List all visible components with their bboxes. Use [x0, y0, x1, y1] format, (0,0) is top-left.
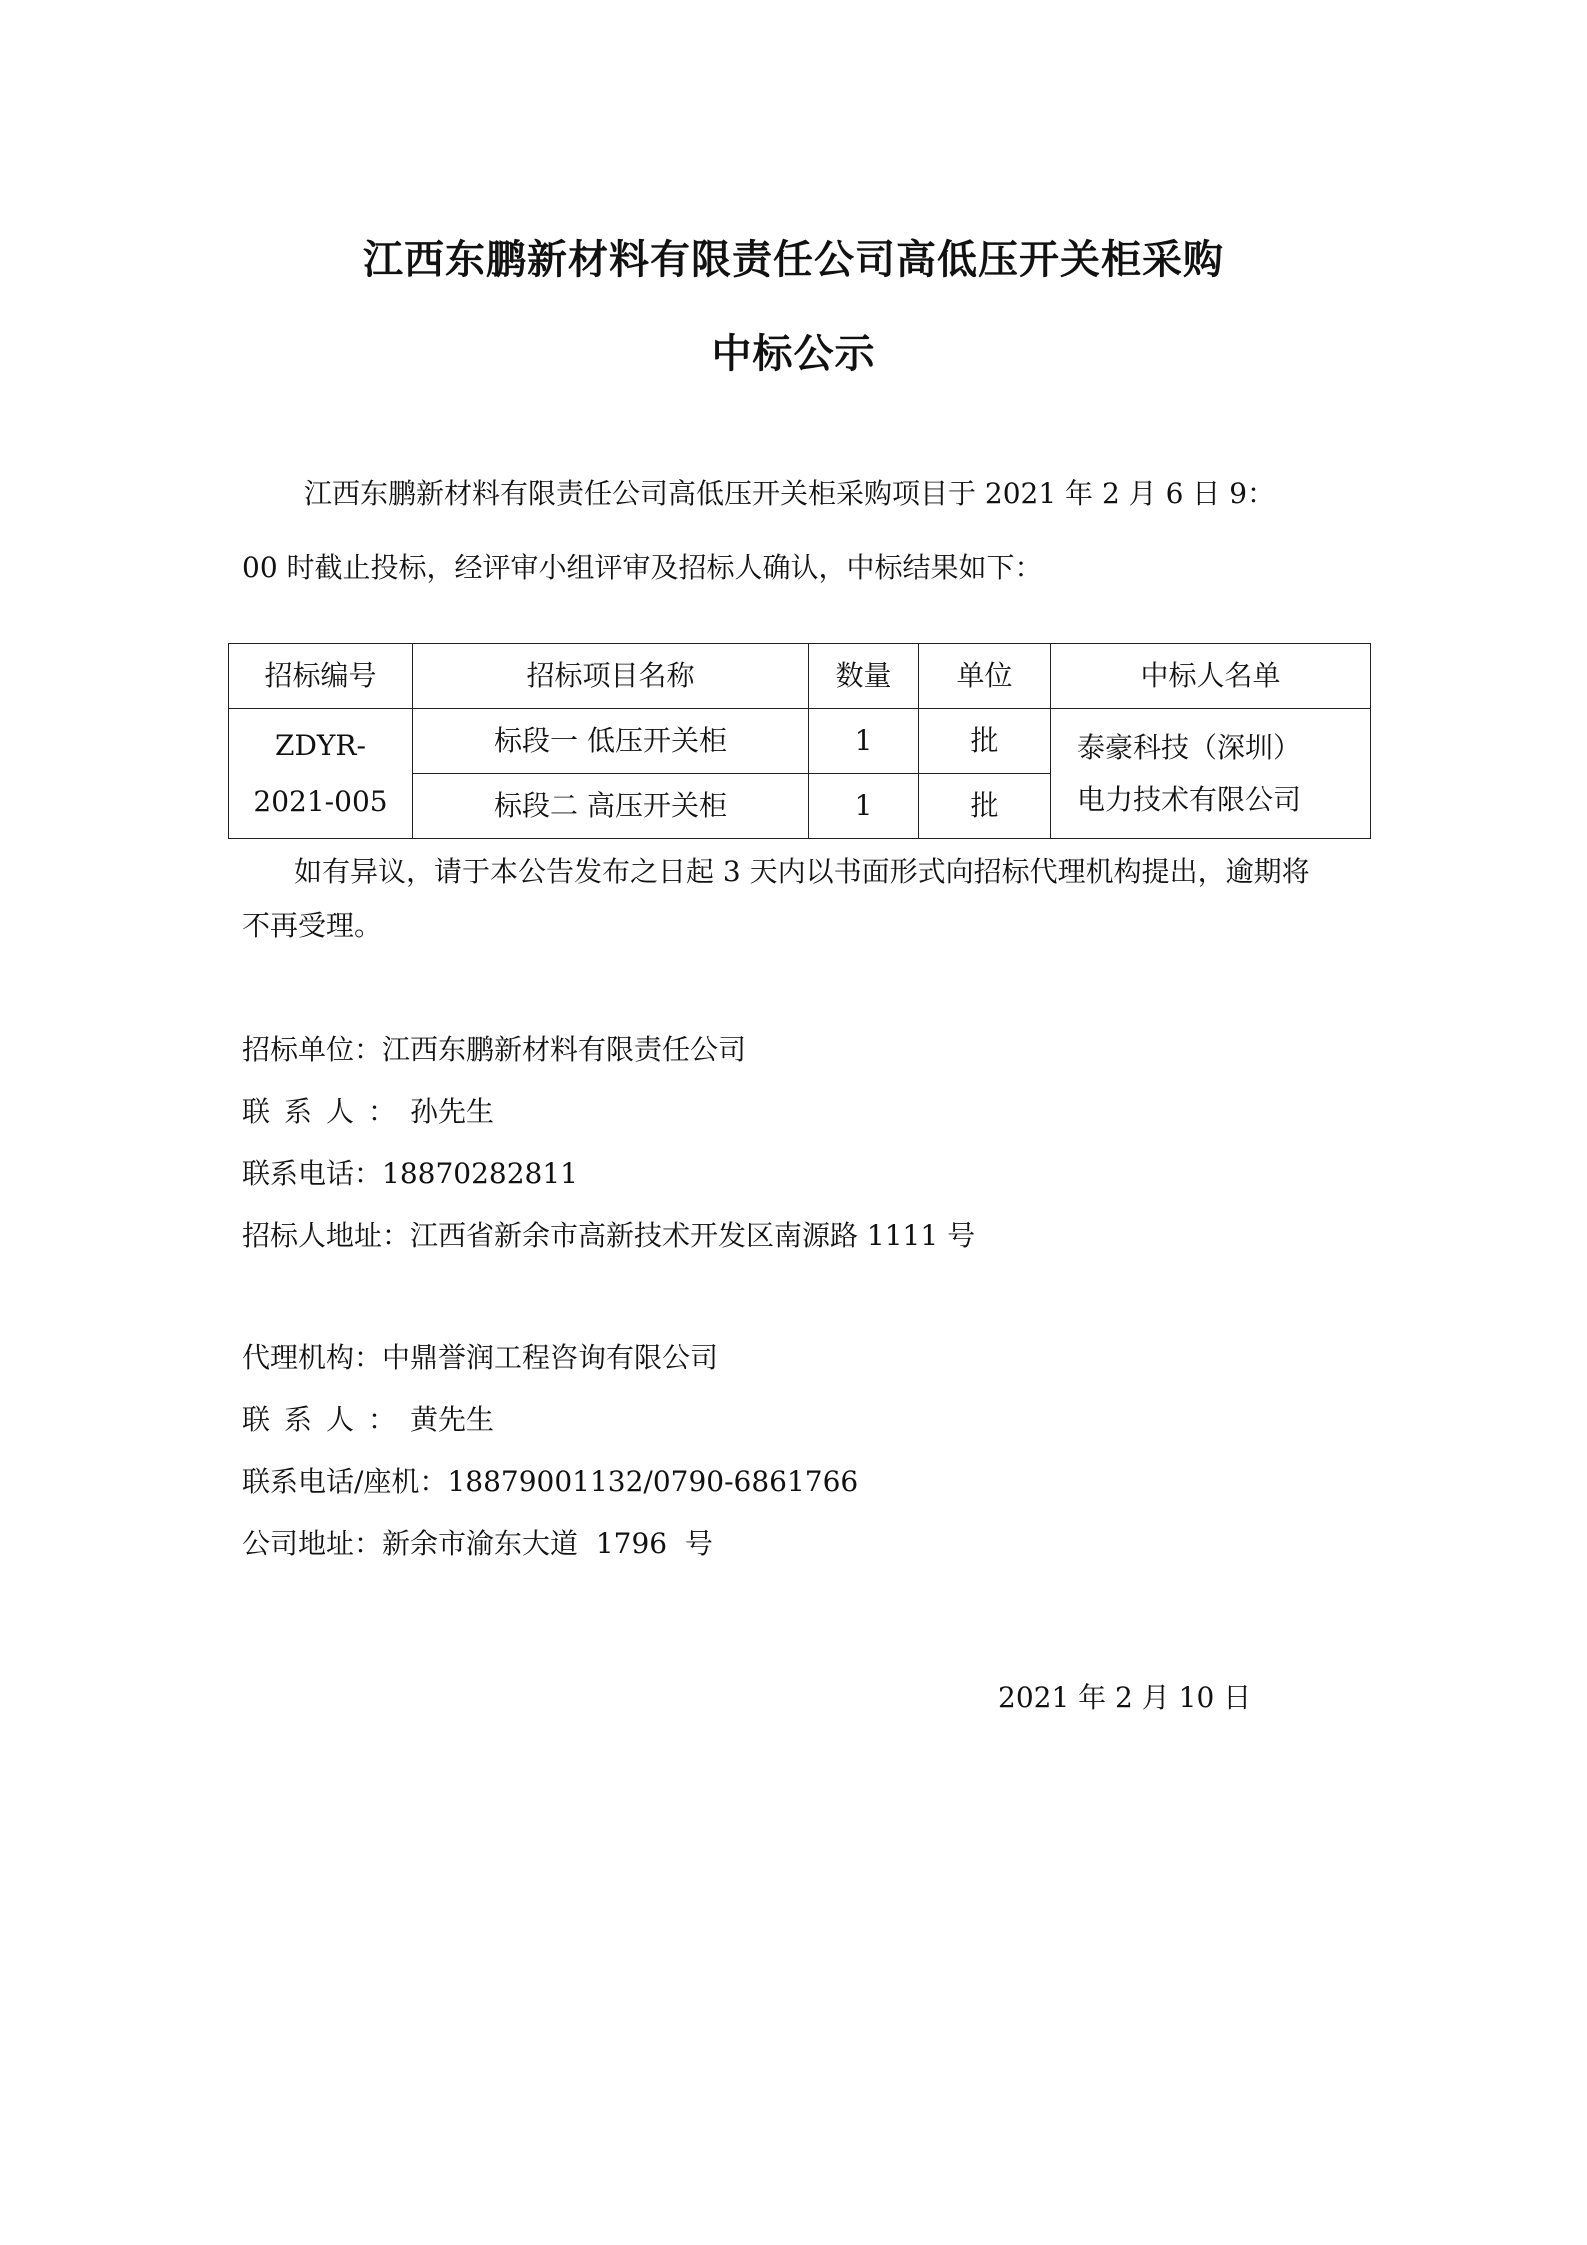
- objection-paragraph-line2: 不再受理。: [242, 909, 383, 942]
- tender-number-line2: 2021-005: [253, 784, 388, 818]
- tenderer-unit-label: 招标单位：: [242, 1033, 383, 1066]
- winner-line2: 电力技术有限公司: [1077, 782, 1302, 816]
- intro-paragraph-line2: 00 时截止投标，经评审小组评审及招标人确认，中标结果如下：: [242, 551, 1043, 584]
- tenderer-contact: [242, 1090, 494, 1130]
- tenderer-unit: [242, 1028, 746, 1068]
- tenderer-contact-label: 联系人：: [242, 1095, 411, 1128]
- header-winner: 中标人名单: [1051, 644, 1371, 709]
- header-tender-number: 招标编号: [229, 644, 413, 709]
- objection-paragraph-line1: 如有异议，请于本公告发布之日起 3 天内以书面形式向招标代理机构提出，逾期将: [294, 855, 1310, 888]
- document-title: 江西东鹏新材料有限责任公司高低压开关柜采购: [363, 237, 1224, 283]
- winner-line1: 泰豪科技（深圳）: [1077, 730, 1302, 764]
- tenderer-address: [242, 1214, 975, 1254]
- agency-contact: [242, 1398, 494, 1438]
- agency-phone: [242, 1460, 858, 1500]
- agency-phone-label: 联系电话/座机：: [242, 1465, 448, 1498]
- project-name-cell: 标段一 低压开关柜: [413, 709, 809, 774]
- intro-paragraph-line1: 江西东鹏新材料有限责任公司高低压开关柜采购项目于 2021 年 2 月 6 日 9：: [304, 477, 1276, 510]
- tender-number-line1: ZDYR-: [275, 728, 366, 762]
- agency-name-value: 中鼎誉润工程咨询有限公司: [382, 1341, 719, 1374]
- publication-date: 2021 年 2 月 10 日: [998, 1681, 1252, 1714]
- table-header-row: [229, 644, 1371, 709]
- award-results-table: [228, 643, 1371, 839]
- unit-cell: 批: [919, 709, 1051, 774]
- agency-name: [242, 1336, 718, 1376]
- unit-cell: 批: [919, 774, 1051, 839]
- quantity-cell: 1: [809, 709, 919, 774]
- winner-cell: [1051, 709, 1371, 839]
- agency-phone-value: 18879001132/0790-6861766: [447, 1465, 859, 1498]
- tenderer-phone: [242, 1152, 578, 1192]
- tenderer-address-label: 招标人地址：: [242, 1219, 411, 1252]
- tenderer-phone-label: 联系电话：: [242, 1157, 383, 1190]
- header-unit: 单位: [919, 644, 1051, 709]
- tenderer-unit-value: 江西东鹏新材料有限责任公司: [382, 1033, 747, 1066]
- agency-contact-value: 黄先生: [410, 1403, 495, 1436]
- agency-address: [242, 1522, 713, 1562]
- project-name-cell: 标段二 高压开关柜: [413, 774, 809, 839]
- tender-number-cell: [229, 709, 413, 839]
- agency-contact-label: 联系人：: [242, 1403, 411, 1436]
- agency-name-label: 代理机构：: [242, 1341, 383, 1374]
- header-project-name: 招标项目名称: [413, 644, 809, 709]
- header-quantity: 数量: [809, 644, 919, 709]
- quantity-cell: 1: [809, 774, 919, 839]
- tenderer-phone-value: 18870282811: [382, 1157, 578, 1190]
- tenderer-contact-value: 孙先生: [410, 1095, 495, 1128]
- document-subtitle: 中标公示: [711, 331, 876, 377]
- agency-address-label: 公司地址：: [242, 1527, 383, 1560]
- agency-address-value: 新余市渝东大道 1796 号: [382, 1527, 713, 1560]
- table-row: [229, 709, 1371, 774]
- tenderer-address-value: 江西省新余市高新技术开发区南源路 1111 号: [410, 1219, 976, 1252]
